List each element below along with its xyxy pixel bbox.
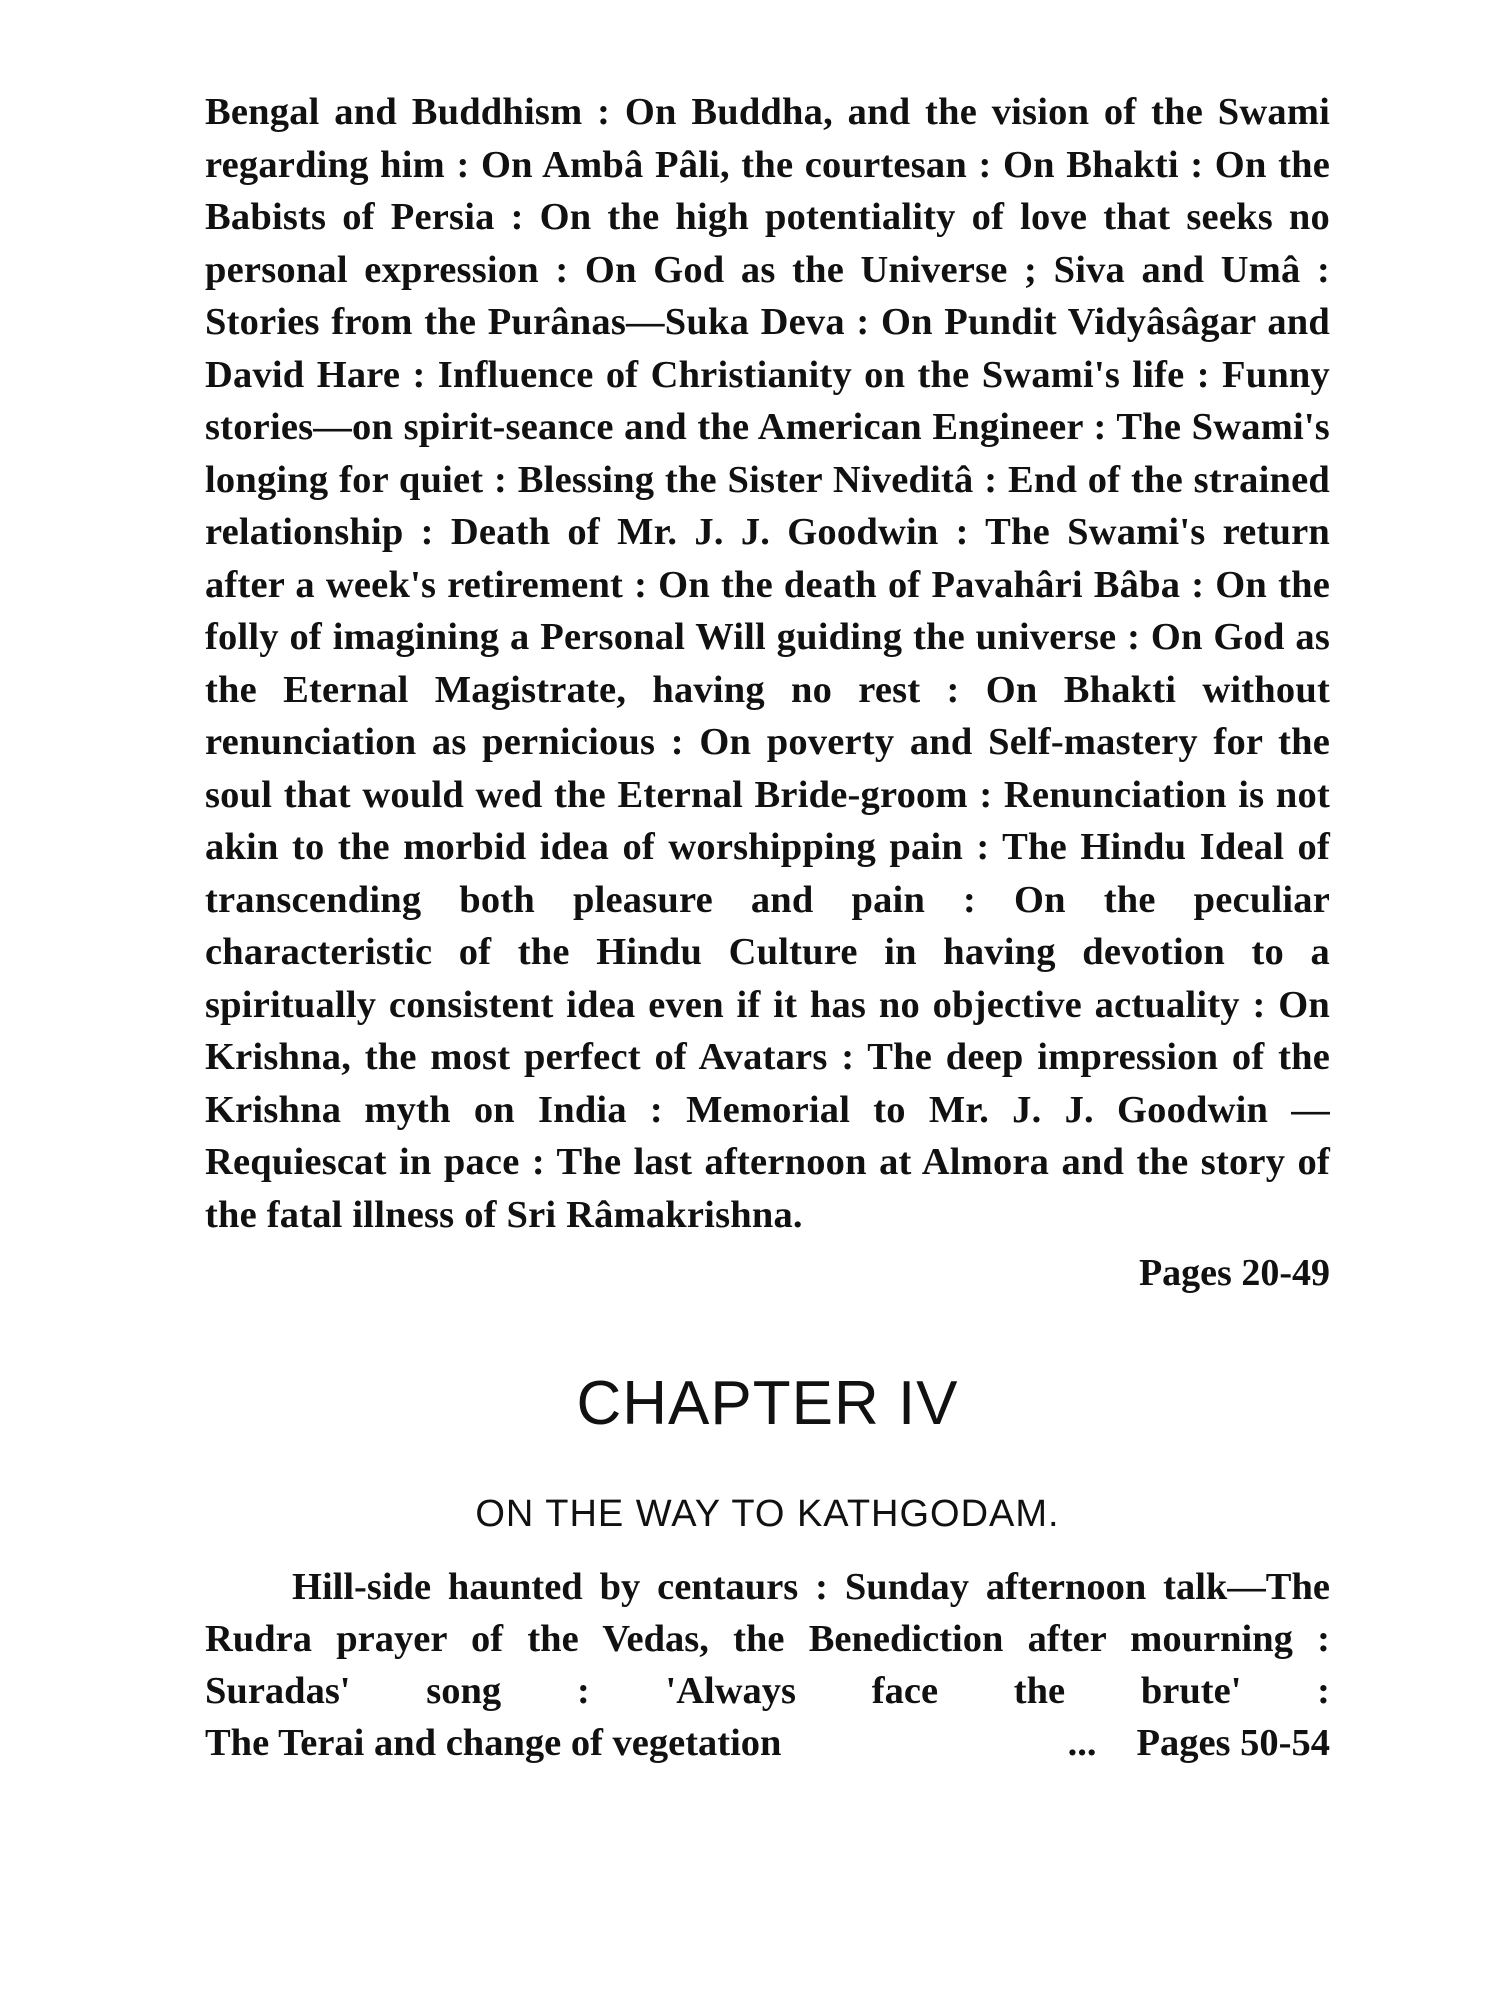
chapter-summary-last-line bbox=[205, 1717, 1330, 1769]
chapter-heading: CHAPTER IV bbox=[576, 1369, 959, 1438]
chapter-summary: Hill-side haunted by centaurs : Sunday afternoon talk—The Rudra prayer of the Vedas, the Benediction after mourning : Suradas' song : 'Always face the brute' : bbox=[205, 1566, 1330, 1712]
previous-chapter-pages: Pages 20-49 bbox=[1138, 1252, 1330, 1294]
page-content bbox=[205, 86, 1330, 1769]
dot-leader: ... bbox=[1067, 1722, 1097, 1764]
chapter-title: ON THE WAY TO KATHGODAM. bbox=[475, 1493, 1060, 1535]
chapter-summary-last-text: The Terai and change of vegetation bbox=[205, 1722, 782, 1764]
chapter-pages: Pages 50-54 bbox=[1136, 1722, 1330, 1764]
previous-chapter-summary: Bengal and Buddhism : On Buddha, and the vision of the Swami regarding him : On Ambâ Pâli, the courtesan : On Bhakti : On the Babists of Persia : On the high potentiality of love that seeks no personal expression : On God as the Universe ; Siva and Umâ : Stories from the Purânas—Suka Deva : On Pundit Vidyâsâgar and David Hare : Influence of Christianity on the Swami's life : Funny stories—on spirit-seance and the American Engineer : The Swami's longing for quiet : Blessing the Sister Niveditâ : End of the strained relationship : Death of Mr. J. J. Goodwin : The Swami's return after a week's retirement : On the death of Pavahâri Bâba : On the folly of imagining a Personal Will guiding the universe : On God as the Eternal Magistrate, having no rest : On Bhakti without renunciation as pernicious : On poverty and Self-mastery for the soul that would wed the Eternal Bride-groom : Renunciation is not akin to the morbid idea of worshipping pain : The Hindu Ideal of transcending both pleasure and pain : On the peculiar characteristic of the Hindu Culture in having devotion to a spiritually consistent idea even if it has no objective actuality : On Krishna, the most perfect of Avatars : The deep impression of the Krishna myth on India : Memorial to Mr. J. J. Goodwin —Requiescat in pace : The last afternoon at Almora and the story of the fatal illness of Sri Râmakrishna. bbox=[205, 91, 1330, 1236]
